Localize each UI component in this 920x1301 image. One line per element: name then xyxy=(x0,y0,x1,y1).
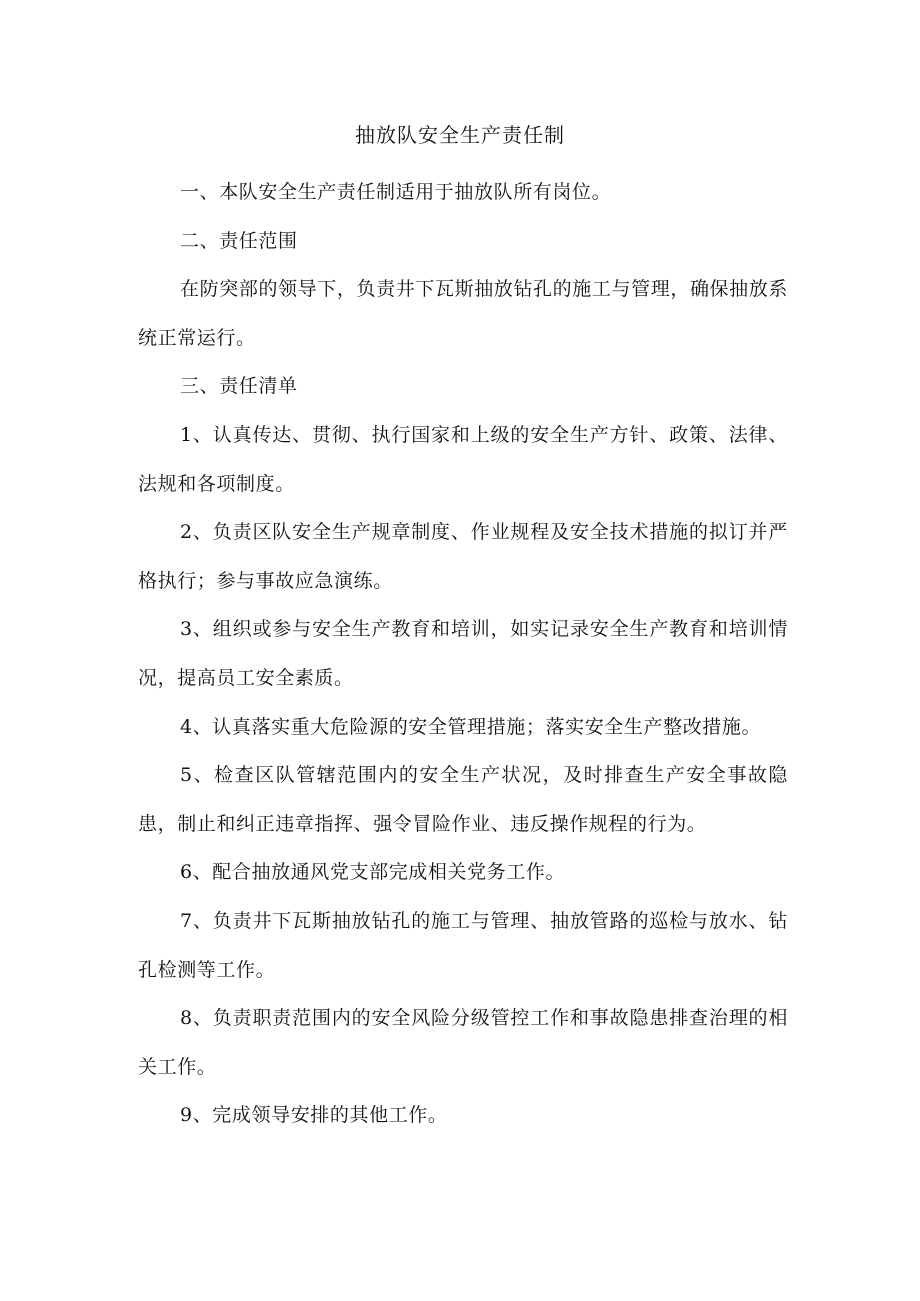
list-item-5: 5、检查区队管辖范围内的安全生产状况，及时排查生产安全事故隐患，制止和纠正违章指挥、强令冒险作业、违反操作规程的行为。 xyxy=(138,764,788,835)
heading-responsibility-list: 三、责任清单 xyxy=(180,375,298,398)
list-item-7: 7、负责井下瓦斯抽放钻孔的施工与管理、抽放管路的巡检与放水、钻孔检测等工作。 xyxy=(138,909,788,981)
paragraph-responsibility-scope: 在防突部的领导下，负责井下瓦斯抽放钻孔的施工与管理，确保抽放系统正常运行。 xyxy=(138,278,788,349)
heading-responsibility-scope: 二、责任范围 xyxy=(180,229,298,252)
list-item-3: 3、组织或参与安全生产教育和培训，如实记录安全生产教育和培训情况，提高员工安全素质。 xyxy=(138,618,788,689)
document-body xyxy=(138,168,788,1140)
list-item-8: 8、负责职责范围内的安全风险分级管控工作和事故隐患排查治理的相关工作。 xyxy=(138,1007,788,1078)
list-item-1: 1、认真传达、贯彻、执行国家和上级的安全生产方针、政策、法律、法规和各项制度。 xyxy=(138,423,788,495)
list-item-4: 4、认真落实重大危险源的安全管理措施；落实安全生产整改措施。 xyxy=(180,715,762,738)
list-item-2: 2、负责区队安全生产规章制度、作业规程及安全技术措施的拟订并严格执行；参与事故应急演练。 xyxy=(138,521,788,592)
list-item-6: 6、配合抽放通风党支部完成相关党务工作。 xyxy=(180,861,566,884)
list-item-9: 9、完成领导安排的其他工作。 xyxy=(180,1104,448,1127)
document-title: 抽放队安全生产责任制 xyxy=(355,123,565,147)
paragraph-scope: 一、本队安全生产责任制适用于抽放队所有岗位。 xyxy=(180,181,612,203)
